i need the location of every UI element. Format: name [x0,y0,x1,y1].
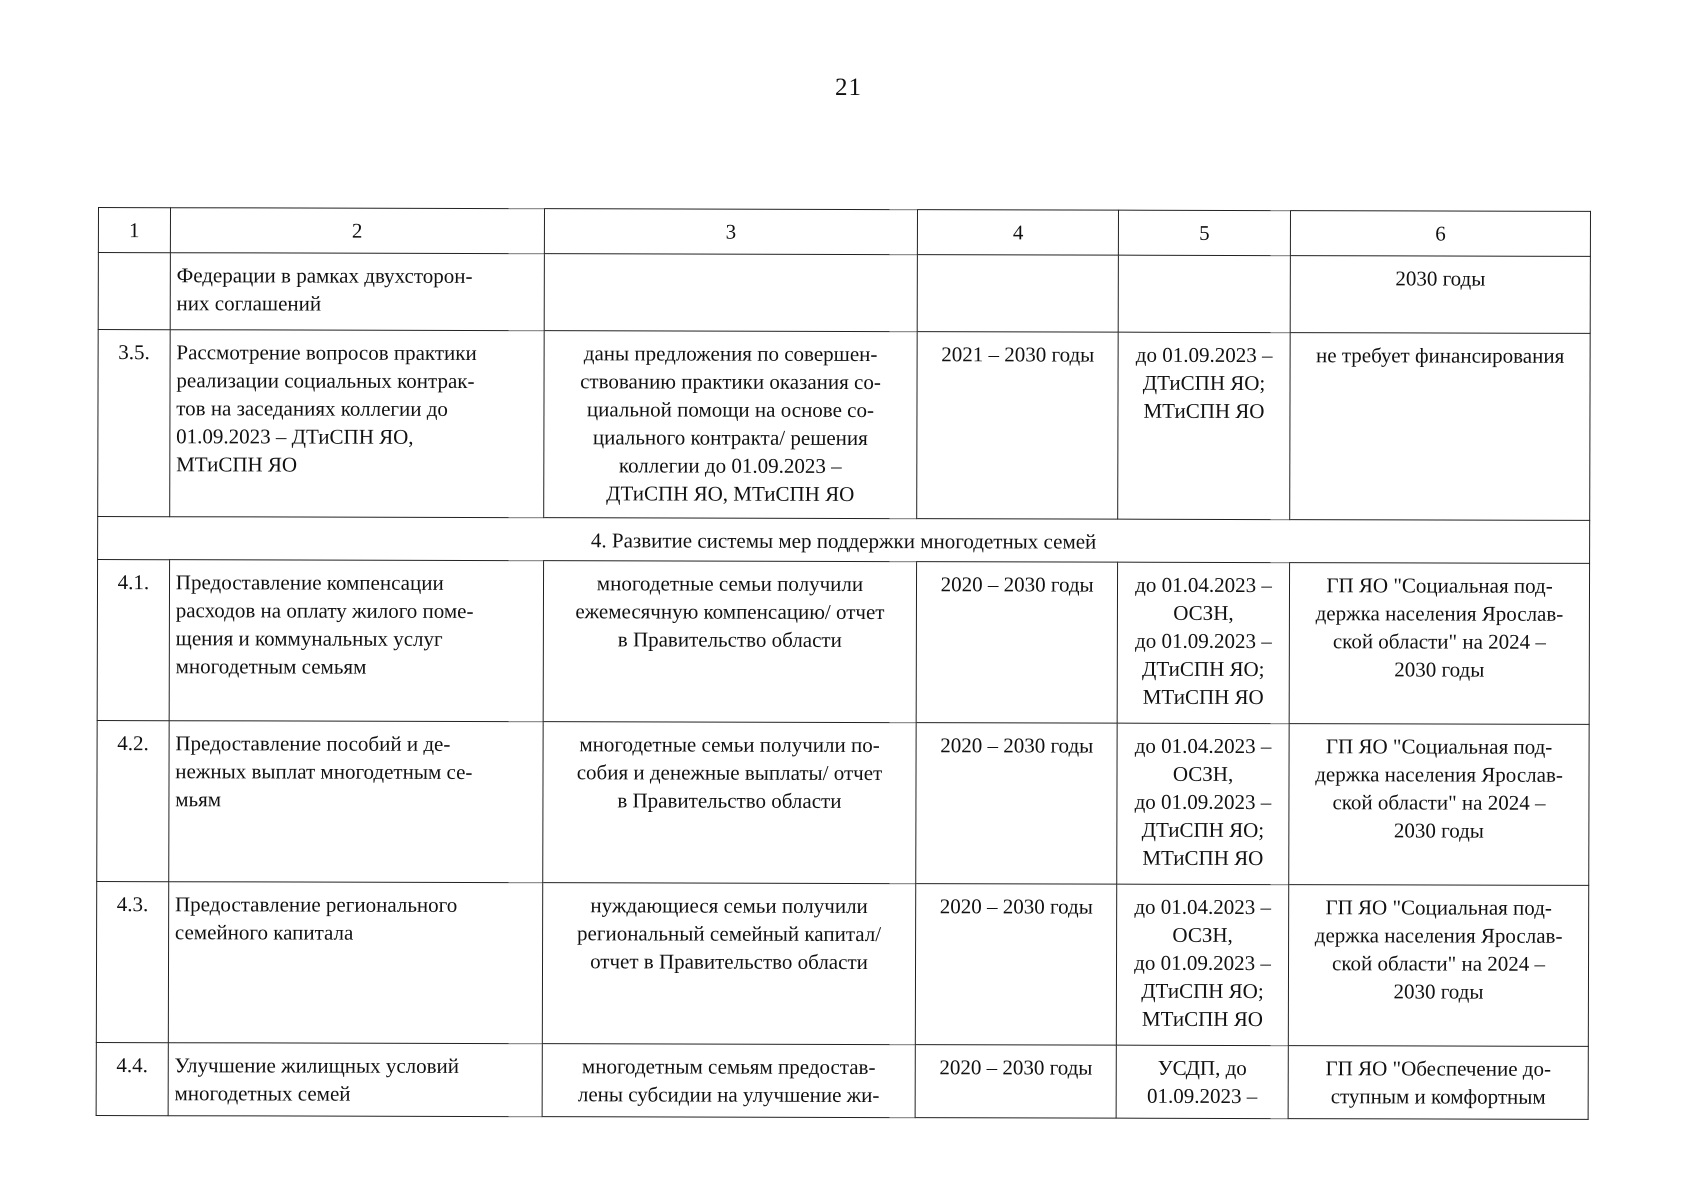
activity-plan-table [96,207,1591,1120]
event-cell: Улучшение жилищных условий многодетных семей [168,1043,542,1117]
period-cell: 2020 – 2030 годы [917,562,1118,724]
row-number-cell: 4.2. [97,720,169,881]
responsible-cell [1118,255,1290,332]
page-number: 21 [835,74,862,101]
period-cell: 2020 – 2030 годы [916,723,1117,885]
table-row-continuation [98,253,1590,334]
funding-cell: ГП ЯО "Социальная под- держка населения Ярослав- ской области" на 2024 – 2030 годы [1288,885,1588,1047]
funding-cell: ГП ЯО "Социальная под- держка населения Ярослав- ской области" на 2024 – 2030 годы [1289,724,1589,886]
period-cell: 2020 – 2030 годы [916,884,1117,1046]
column-header-3: 3 [544,209,918,255]
row-number-cell: 4.1. [97,560,169,721]
table-row-4-1 [97,560,1589,725]
period-cell: 2021 – 2030 годы [917,332,1118,520]
column-header-2: 2 [170,208,544,254]
column-header-4: 4 [918,210,1119,256]
responsible-cell: до 01.04.2023 – ОСЗН, до 01.09.2023 – ДТиСПН ЯО; МТиСПН ЯО [1116,884,1289,1045]
responsible-cell: до 01.09.2023 – ДТиСПН ЯО; МТиСПН ЯО [1118,332,1291,519]
row-number-cell [98,253,170,330]
funding-cell: не требует финансирования [1290,333,1590,521]
period-cell: 2020 – 2030 годы [915,1045,1116,1119]
column-header-6: 6 [1290,211,1590,257]
table-row-4-4 [96,1042,1588,1119]
responsible-cell: УСДП, до 01.09.2023 – [1116,1045,1288,1118]
event-cell: Предоставление пособий и де- нежных выплат многодетным се- мьям [169,721,543,883]
event-cell: Федерации в рамках двухсторон- них соглашений [170,253,544,331]
column-number-header-row [98,208,1590,257]
result-cell: нуждающиеся семьи получили региональный семейный капитал/ отчет в Правительство области [542,883,916,1045]
section-heading-row [98,517,1590,564]
result-cell: многодетные семьи получили по- собия и денежные выплаты/ отчет в Правительство области [542,722,916,884]
funding-cell: 2030 годы [1290,256,1590,334]
table-row-4-3 [96,881,1588,1046]
column-header-5: 5 [1118,210,1290,255]
funding-cell: ГП ЯО "Социальная под- держка населения Ярослав- ской области" на 2024 – 2030 годы [1289,563,1589,725]
responsible-cell: до 01.04.2023 – ОСЗН, до 01.09.2023 – ДТиСПН ЯО; МТиСПН ЯО [1117,723,1290,884]
event-cell: Рассмотрение вопросов практики реализации социальных контрак- тов на заседаниях коллегии до 01.09.2023 – ДТиСПН ЯО, МТиСПН ЯО [169,330,543,518]
row-number-cell: 3.5. [98,330,170,517]
period-cell [918,255,1119,333]
column-header-1: 1 [98,208,170,253]
event-cell: Предоставление компенсации расходов на оплату жилого поме- щения и коммунальных услуг многодетным семьям [169,560,543,722]
result-cell: многодетные семьи получили ежемесячную компенсацию/ отчет в Правительство области [543,561,917,723]
result-cell [544,254,918,332]
table-row-3-5 [98,330,1590,521]
row-number-cell: 4.4. [96,1042,168,1115]
table-row-4-2 [97,720,1589,885]
result-cell: многодетным семьям предостав- лены субсидии на улучшение жи- [542,1044,916,1118]
responsible-cell: до 01.04.2023 – ОСЗН, до 01.09.2023 – ДТиСПН ЯО; МТиСПН ЯО [1117,562,1290,723]
section-title: 4. Развитие системы мер поддержки многодетных семей [98,517,1590,564]
event-cell: Предоставление регионального семейного капитала [168,882,542,1044]
result-cell: даны предложения по совершен- ствованию практики оказания со- циальной помощи на основе со- циального контракта/ решения коллегии до 01.09.2023 – ДТиСПН ЯО, МТиСПН ЯО [543,331,917,519]
funding-cell: ГП ЯО "Обеспечение до- ступным и комфортным [1288,1046,1588,1120]
row-number-cell: 4.3. [96,881,168,1042]
